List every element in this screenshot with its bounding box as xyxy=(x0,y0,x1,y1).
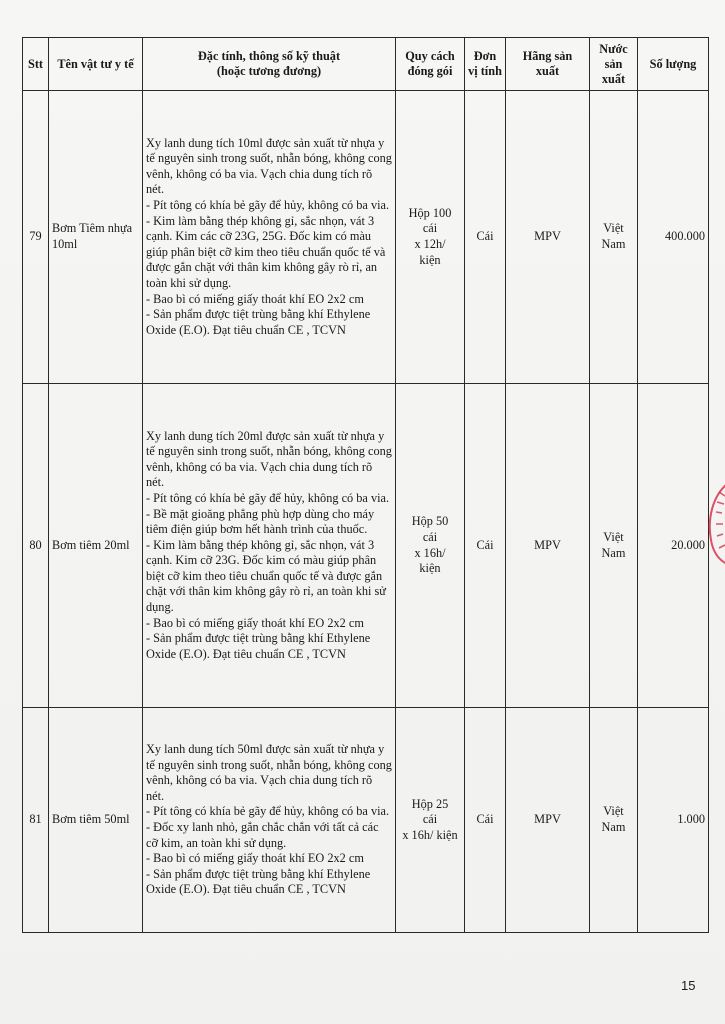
header-unit: Đơn vị tính xyxy=(465,38,506,91)
header-spec: Đặc tính, thông số kỹ thuật (hoặc tương đương) xyxy=(143,38,396,91)
row-description: Xy lanh dung tích 50ml được sản xuất từ nhựa y tế nguyên sinh trong suốt, nhẵn bóng, không cong vênh, không có ba via. Vạch chia dung tích rõ nét. - Pít tông có khía bẻ gãy để hủy, không có ba via. - Đốc xy lanh nhỏ, gắn chắc chắn với tất cả các cỡ kim, an toàn khi sử dụng. - Bao bì có miếng giấy thoát khí EO 2x2 cm - Sản phẩm được tiệt trùng bằng khí Ethylene Oxide (E.O). Đạt tiêu chuẩn CE , TCVN xyxy=(143,708,396,933)
row-item-name: Bơm Tiêm nhựa 10ml xyxy=(49,91,143,384)
header-quantity: Số lượng xyxy=(638,38,709,91)
specification-table xyxy=(22,37,709,933)
header-pack: Quy cách đóng gói xyxy=(396,38,465,91)
row-packaging: Hộp 100 cái x 12h/ kiện xyxy=(396,91,465,384)
row-quantity: 400.000 xyxy=(638,91,709,384)
row-unit: Cái xyxy=(465,91,506,384)
row-stt: 79 xyxy=(23,91,49,384)
row-item-name: Bơm tiêm 20ml xyxy=(49,384,143,708)
row-manufacturer: MPV xyxy=(506,384,590,708)
row-origin: Việt Nam xyxy=(590,708,638,933)
row-description: Xy lanh dung tích 10ml được sản xuất từ nhựa y tế nguyên sinh trong suốt, nhẵn bóng, không cong vênh, không có ba via. Vạch chia dung tích rõ nét. - Pít tông có khía bẻ gãy để hủy, không có ba via. - Kim làm bằng thép không gỉ, sắc nhọn, vát 3 cạnh. Kim các cỡ 23G, 25G. Đốc kim có màu giúp phân biệt cỡ kim theo tiêu chuẩn quốc tế và được gắn chặt với thân kim không gây rò rỉ, an toàn khi sử dụng. - Bao bì có miếng giấy thoát khí EO 2x2 cm - Sản phẩm được tiệt trùng bằng khí Ethylene Oxide (E.O). Đạt tiêu chuẩn CE , TCVN xyxy=(143,91,396,384)
header-manufacturer: Hãng sản xuất xyxy=(506,38,590,91)
row-origin: Việt Nam xyxy=(590,91,638,384)
row-packaging: Hộp 50 cái x 16h/ kiện xyxy=(396,384,465,708)
row-stt: 81 xyxy=(23,708,49,933)
row-quantity: 1.000 xyxy=(638,708,709,933)
row-item-name: Bơm tiêm 50ml xyxy=(49,708,143,933)
header-origin: Nước sản xuất xyxy=(590,38,638,91)
row-manufacturer: MPV xyxy=(506,708,590,933)
seal-stamp-fragment xyxy=(697,478,725,568)
table-row xyxy=(23,708,709,933)
row-stt: 80 xyxy=(23,384,49,708)
row-packaging: Hộp 25 cái x 16h/ kiện xyxy=(396,708,465,933)
table-row xyxy=(23,384,709,708)
row-manufacturer: MPV xyxy=(506,91,590,384)
row-origin: Việt Nam xyxy=(590,384,638,708)
row-description: Xy lanh dung tích 20ml được sản xuất từ nhựa y tế nguyên sinh trong suốt, nhẵn bóng, không cong vênh, không có ba via. Vạch chia dung tích rõ nét. - Pít tông có khía bẻ gãy để hủy, không có ba via. - Bề mặt gioăng phẳng phù hợp dùng cho máy tiêm điện giúp bơm hết hành trình của thuốc. - Kim làm bằng thép không gỉ, sắc nhọn, vát 3 cạnh. Kim cỡ 23G. Đốc kim có màu giúp phân biệt cỡ kim theo tiêu chuẩn quốc tế và được gắn chặt với thân kim không gây rò rỉ, an toàn khi sử dụng. - Bao bì có miếng giấy thoát khí EO 2x2 cm - Sản phẩm được tiệt trùng bằng khí Ethylene Oxide (E.O). Đạt tiêu chuẩn CE , TCVN xyxy=(143,384,396,708)
header-name: Tên vật tư y tế xyxy=(49,38,143,91)
page-number: 15 xyxy=(681,978,696,993)
table-row xyxy=(23,91,709,384)
row-unit: Cái xyxy=(465,708,506,933)
row-unit: Cái xyxy=(465,384,506,708)
table-header-row xyxy=(23,38,709,91)
row-quantity: 20.000 xyxy=(638,384,709,708)
header-stt: Stt xyxy=(23,38,49,91)
